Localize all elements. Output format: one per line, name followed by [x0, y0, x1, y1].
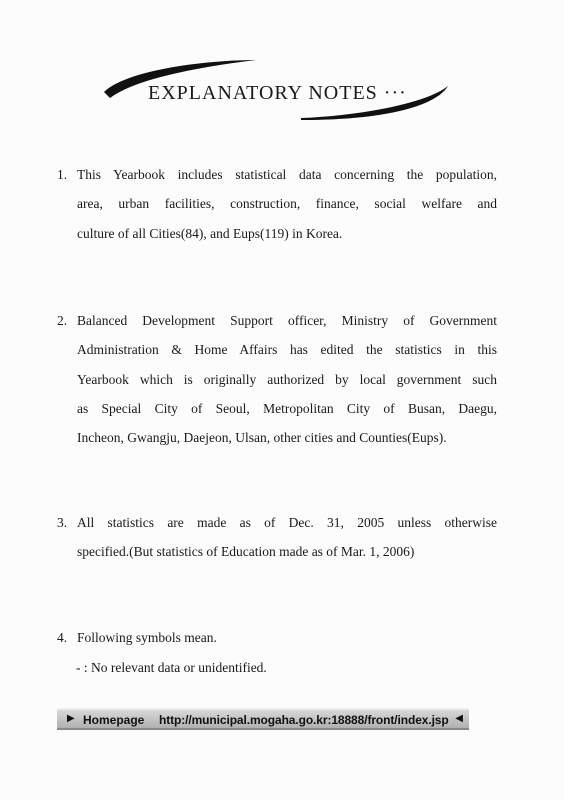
note-line: Balanced Development Support officer, Ministry of Government [77, 313, 497, 328]
note-line: area, urban facilities, construction, finance, social welfare and [77, 196, 497, 212]
note-line: as Special City of Seoul, Metropolitan City of Busan, Daegu, [77, 400, 497, 416]
note-line: Administration & Home Affairs has edited the statistics in this [77, 342, 497, 358]
page-title: EXPLANATORY NOTES ··· [148, 82, 407, 104]
symbol-definition: - : No relevant data or unidentified. [76, 660, 267, 675]
note-line: This Yearbook includes statistical data concerning the population, [77, 167, 497, 182]
note-line: Incheon, Gwangju, Daejeon, Ulsan, other cities and Counties(Eups). [77, 430, 447, 446]
play-left-icon: ◀ [455, 713, 463, 724]
title-banner [96, 56, 456, 128]
note-line: All statistics are made as of Dec. 31, 2005 unless otherwise [77, 515, 497, 530]
note-2 [57, 306, 497, 452]
note-4 [57, 623, 497, 652]
note-line: Following symbols mean. [77, 630, 217, 645]
note-line: specified.(But statistics of Education made as of Mar. 1, 2006) [77, 544, 415, 560]
note-number: 3. [57, 515, 68, 530]
note-number: 2. [57, 313, 68, 328]
note-1 [57, 160, 497, 248]
homepage-url-link[interactable]: http://municipal.mogaha.go.kr:18888/front/index.jsp [159, 713, 449, 727]
note-number: 1. [57, 167, 68, 182]
homepage-label: Homepage [83, 713, 145, 727]
play-right-icon: ▶ [67, 713, 75, 724]
homepage-bar [57, 708, 469, 730]
note-line: culture of all Cities(84), and Eups(119) in Korea. [77, 225, 343, 241]
note-line: Yearbook which is originally authorized by local government such [77, 371, 497, 387]
note-3 [57, 508, 497, 567]
note-number: 4. [57, 630, 68, 645]
